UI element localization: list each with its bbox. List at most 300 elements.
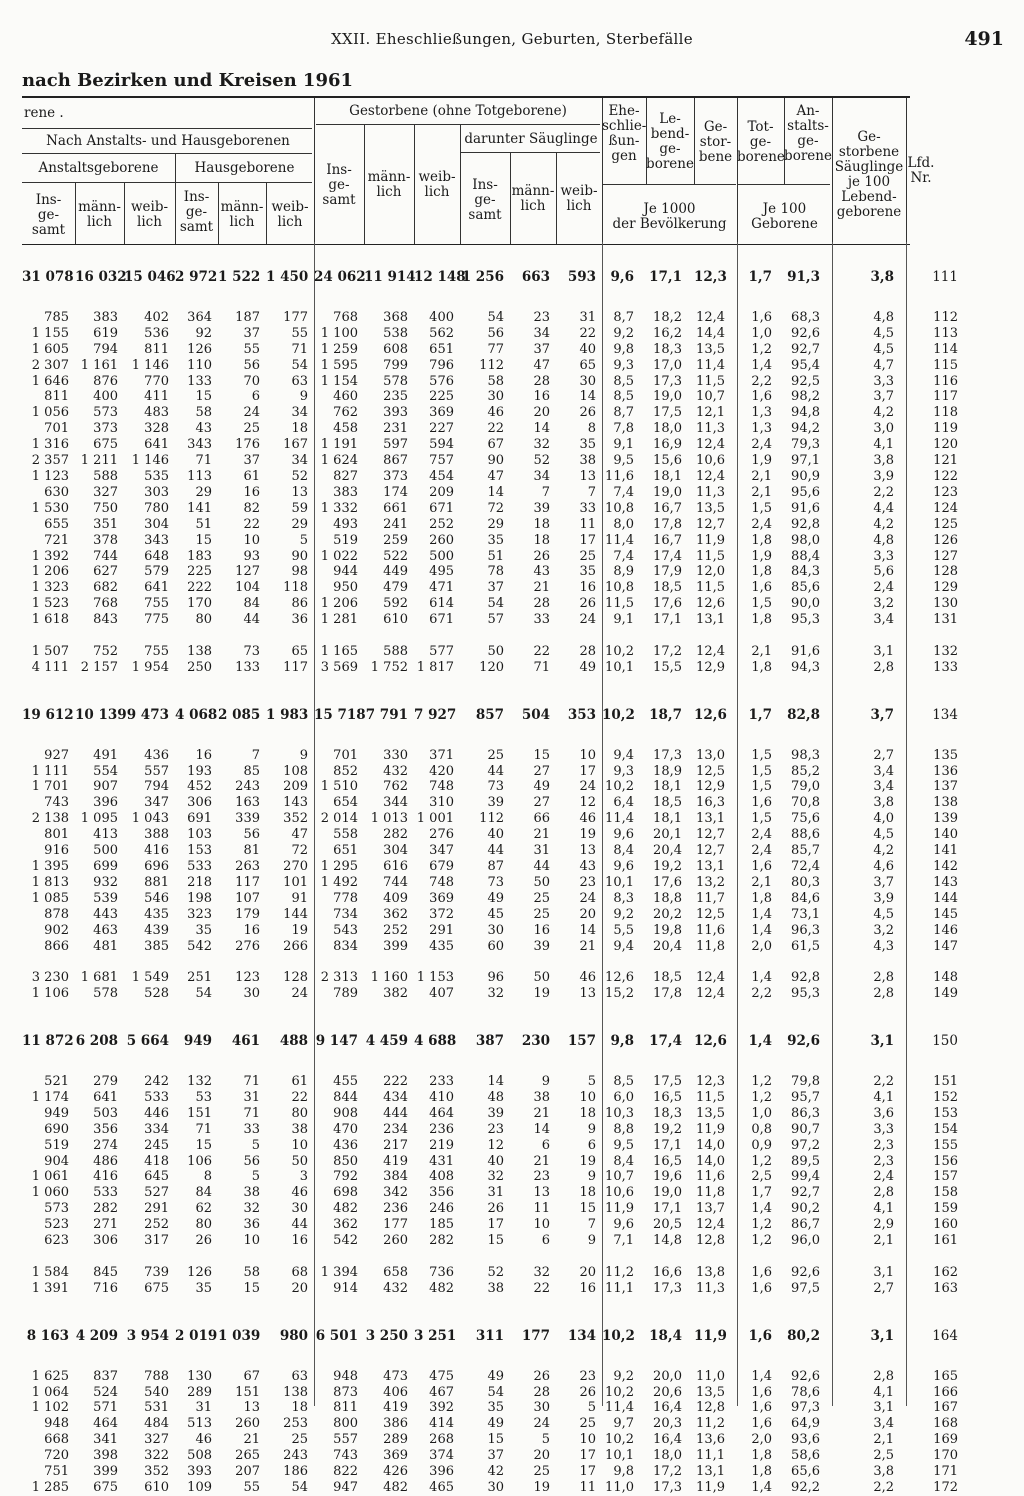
table-cell: 32 (533, 1264, 550, 1280)
table-cell: 14,8 (653, 1233, 682, 1249)
table-cell: 4,1 (873, 1089, 894, 1105)
table-cell: 13,2 (696, 874, 725, 890)
table-cell: 558 (333, 827, 358, 843)
table-cell: 482 (429, 1280, 454, 1296)
table-cell: 86,7 (791, 1217, 820, 1233)
table-cell: 17,2 (653, 1464, 682, 1480)
table-cell: 11 (579, 516, 596, 532)
table-cell: 914 (333, 1280, 358, 1296)
table-cell: 49 (487, 1416, 504, 1432)
table-cell: 1 102 (31, 1400, 69, 1416)
table-cell: 341 (93, 1432, 118, 1448)
table-cell: 52 (291, 468, 308, 484)
table-cell: 4 209 (75, 1327, 118, 1344)
table-cell: 17,8 (653, 986, 682, 1002)
table-cell: 282 (429, 1233, 454, 1249)
spacer-row (22, 1249, 960, 1265)
table-cell: 251 (187, 970, 212, 986)
table-cell: 11 (579, 1479, 596, 1495)
table-cell: 9,1 (613, 612, 634, 628)
table-cell: 32 (243, 1201, 260, 1217)
table-cell: 9 147 (315, 1033, 358, 1050)
table-cell: 10,2 (605, 643, 634, 659)
row-number: 135 (933, 747, 958, 763)
table-cell: 8 163 (26, 1327, 69, 1344)
table-cell: 467 (429, 1384, 454, 1400)
spacer-cell (22, 1297, 960, 1329)
table-cell: 557 (333, 1432, 358, 1448)
table-cell: 17,0 (653, 357, 682, 373)
table-cell: 10,8 (605, 580, 634, 596)
table-cell: 588 (93, 468, 118, 484)
table-cell: 291 (144, 1201, 169, 1217)
table-cell: 176 (235, 437, 260, 453)
table-cell: 22 (243, 516, 260, 532)
table-cell: 19 (291, 922, 308, 938)
table-cell: 1 095 (80, 811, 118, 827)
table-cell: 80 (195, 612, 212, 628)
table-cell: 2,4 (873, 1169, 894, 1185)
table-cell: 2,0 (751, 938, 772, 954)
table-cell: 495 (429, 564, 454, 580)
table-cell: 406 (383, 1384, 408, 1400)
table-cell: 1,5 (751, 596, 772, 612)
table-cell: 542 (187, 938, 212, 954)
table-cell: 9,6 (613, 1217, 634, 1233)
table-cell: 1 022 (320, 548, 358, 564)
table-row (22, 827, 960, 843)
table-cell: 108 (283, 763, 308, 779)
table-cell: 18,1 (653, 468, 682, 484)
table-cell: 11 914 (364, 269, 416, 285)
table-cell: 528 (144, 986, 169, 1002)
row-number: 118 (933, 405, 958, 421)
table-cell: 16,9 (653, 437, 682, 453)
table-cell: 1 061 (31, 1169, 69, 1185)
table-cell: 9,2 (613, 1368, 634, 1384)
table-cell: 47 (533, 357, 550, 373)
table-cell: 70,8 (791, 795, 820, 811)
table-cell: 12,7 (696, 843, 725, 859)
table-cell: 594 (429, 437, 454, 453)
table-cell: 15,5 (653, 659, 682, 675)
table-cell: 235 (383, 389, 408, 405)
table-cell: 344 (383, 795, 408, 811)
table-cell: 78 (487, 564, 504, 580)
row-number: 166 (933, 1384, 958, 1400)
spacer-cell (22, 1249, 960, 1265)
table-cell: 217 (383, 1137, 408, 1153)
table-cell: 306 (187, 795, 212, 811)
table-cell: 89,5 (791, 1153, 820, 1169)
table-cell: 385 (144, 938, 169, 954)
table-row (22, 1106, 960, 1122)
table-cell: 1,6 (751, 795, 772, 811)
table-row (22, 1169, 960, 1185)
table-cell: 46 (195, 1432, 212, 1448)
table-cell: 352 (144, 1464, 169, 1480)
table-cell: 562 (429, 325, 454, 341)
table-cell: 38 (533, 1089, 550, 1105)
table-cell: 44 (243, 612, 260, 628)
table-row (22, 1074, 960, 1090)
table-cell: 252 (383, 922, 408, 938)
table-cell: 916 (44, 843, 69, 859)
table-row (22, 907, 960, 923)
table-cell: 71 (195, 1121, 212, 1137)
table-cell: 97,5 (791, 1280, 820, 1296)
table-cell: 12,5 (696, 763, 725, 779)
table-cell: 11,3 (696, 1280, 725, 1296)
table-cell: 393 (383, 405, 408, 421)
table-cell: 768 (93, 596, 118, 612)
table-cell: 479 (383, 580, 408, 596)
table-cell: 1,8 (751, 564, 772, 580)
table-cell: 533 (93, 1185, 118, 1201)
table-cell: 362 (333, 1217, 358, 1233)
row-number: 162 (933, 1264, 958, 1280)
table-cell: 16,4 (653, 1432, 682, 1448)
table-cell: 120 (479, 659, 504, 675)
table-cell: 107 (235, 890, 260, 906)
table-cell: 72 (291, 843, 308, 859)
table-cell: 2 019 (175, 1327, 218, 1344)
table-cell: 38 (487, 1280, 504, 1296)
table-cell: 11,4 (605, 1400, 634, 1416)
table-cell: 2 357 (31, 453, 69, 469)
table-cell: 627 (93, 564, 118, 580)
table-cell: 23 (579, 874, 596, 890)
table-cell: 10,2 (602, 706, 635, 723)
table-cell: 11,9 (694, 1327, 727, 1344)
table-cell: 117 (283, 659, 308, 675)
table-cell: 3,7 (870, 706, 894, 723)
table-cell: 92,5 (791, 373, 820, 389)
table-cell: 2,4 (751, 516, 772, 532)
table-cell: 46 (291, 1185, 308, 1201)
row-number: 172 (933, 1479, 958, 1495)
table-cell: 17,8 (653, 516, 682, 532)
table-cell: 50 (533, 874, 550, 890)
table-cell: 10 139 (75, 706, 127, 723)
table-cell: 491 (93, 747, 118, 763)
table-cell: 9 (587, 1233, 596, 1249)
table-cell: 3,4 (873, 779, 894, 795)
table-cell: 2,4 (751, 827, 772, 843)
table-cell: 126 (187, 341, 212, 357)
table-cell: 4,8 (873, 532, 894, 548)
table-row (22, 517, 960, 533)
table-cell: 30 (533, 1400, 550, 1416)
table-cell: 29 (487, 516, 504, 532)
table-cell: 1,0 (751, 325, 772, 341)
table-cell: 752 (93, 643, 118, 659)
table-cell: 436 (144, 747, 169, 763)
table-cell: 436 (333, 1137, 358, 1153)
table-cell: 11,5 (696, 548, 725, 564)
table-row (22, 310, 960, 326)
table-cell: 592 (383, 596, 408, 612)
table-cell: 513 (187, 1416, 212, 1432)
table-cell: 522 (383, 548, 408, 564)
table-cell: 20,1 (653, 827, 682, 843)
table-cell: 845 (93, 1264, 118, 1280)
table-cell: 493 (333, 516, 358, 532)
table-cell: 91,3 (787, 269, 820, 285)
table-cell: 56 (243, 1153, 260, 1169)
table-cell: 11,8 (696, 1185, 725, 1201)
table-cell: 3,8 (873, 795, 894, 811)
table-row (22, 580, 960, 596)
table-cell: 8 (587, 421, 596, 437)
table-cell: 9,4 (613, 938, 634, 954)
table-cell: 1,6 (751, 1400, 772, 1416)
header-rule (460, 152, 600, 153)
header-maennlich: männ- lich (367, 169, 411, 200)
table-cell: 2 138 (31, 811, 69, 827)
table-cell: 11,9 (696, 1479, 725, 1495)
table-cell: 867 (383, 453, 408, 469)
table-cell: 92,6 (791, 1368, 820, 1384)
table-cell: 15 (487, 1432, 504, 1448)
table-cell: 1 064 (31, 1384, 69, 1400)
table-cell: 794 (93, 341, 118, 357)
district-total-row (22, 1034, 960, 1050)
table-cell: 84 (243, 596, 260, 612)
table-cell: 8,5 (613, 1074, 634, 1090)
table-cell: 26 (579, 1384, 596, 1400)
row-number: 168 (933, 1416, 958, 1432)
table-cell: 744 (383, 874, 408, 890)
table-cell: 446 (144, 1105, 169, 1121)
table-cell: 775 (144, 612, 169, 628)
table-cell: 323 (187, 906, 212, 922)
table-cell: 1 039 (218, 1327, 261, 1344)
table-cell: 236 (383, 1201, 408, 1217)
table-cell: 1 281 (320, 612, 358, 628)
table-cell: 106 (187, 1153, 212, 1169)
table-cell: 35 (195, 922, 212, 938)
table-cell: 6 501 (315, 1327, 358, 1344)
table-cell: 51 (487, 548, 504, 564)
table-cell: 11,1 (605, 1280, 634, 1296)
table-cell: 470 (333, 1121, 358, 1137)
table-cell: 260 (429, 532, 454, 548)
table-cell: 13 (291, 484, 308, 500)
table-cell: 14,0 (696, 1137, 725, 1153)
table-cell: 1,4 (751, 970, 772, 986)
table-cell: 13 (533, 1185, 550, 1201)
table-cell: 13 (579, 986, 596, 1002)
table-cell: 1 817 (416, 659, 454, 675)
table-cell: 11 (533, 1201, 550, 1217)
table-cell: 630 (44, 484, 69, 500)
table-cell: 1,6 (751, 1384, 772, 1400)
table-cell: 578 (383, 373, 408, 389)
table-cell: 10 (533, 1217, 550, 1233)
table-cell: 183 (187, 548, 212, 564)
table-cell: 25 (243, 421, 260, 437)
table-row (22, 437, 960, 453)
row-number: 150 (932, 1033, 958, 1050)
spacer-row (22, 676, 960, 708)
table-cell: 13,1 (696, 858, 725, 874)
table-cell: 57 (487, 612, 504, 628)
table-cell: 1 681 (80, 970, 118, 986)
table-cell: 789 (333, 986, 358, 1002)
table-cell: 17,1 (649, 269, 682, 285)
table-cell: 794 (144, 779, 169, 795)
table-cell: 12,9 (696, 779, 725, 795)
table-cell: 12,7 (696, 827, 725, 843)
table-cell: 12,6 (696, 596, 725, 612)
table-cell: 17,2 (653, 643, 682, 659)
table-cell: 30 (243, 986, 260, 1002)
table-cell: 26 (533, 1368, 550, 1384)
row-number: 128 (933, 564, 958, 580)
table-cell: 22 (487, 421, 504, 437)
table-row (22, 1138, 960, 1154)
row-number: 130 (933, 596, 958, 612)
table-cell: 26 (579, 596, 596, 612)
table-cell: 8,5 (613, 373, 634, 389)
table-cell: 369 (383, 1448, 408, 1464)
table-cell: 7 (587, 1217, 596, 1233)
row-number: 111 (932, 269, 958, 285)
table-row (22, 549, 960, 565)
table-cell: 12,4 (696, 309, 725, 325)
row-number: 122 (933, 468, 958, 484)
table-cell: 1 323 (31, 580, 69, 596)
table-cell: 16 (579, 1280, 596, 1296)
row-number: 151 (933, 1074, 958, 1090)
table-row (22, 596, 960, 612)
table-cell: 1 123 (31, 468, 69, 484)
table-cell: 11,9 (605, 1201, 634, 1217)
table-cell: 539 (93, 890, 118, 906)
table-cell: 1 701 (31, 779, 69, 795)
table-row (22, 843, 960, 859)
table-row (22, 1400, 960, 1416)
table-cell: 641 (144, 580, 169, 596)
spacer-row (22, 1050, 960, 1074)
table-cell: 7,4 (613, 484, 634, 500)
table-cell: 1 450 (266, 269, 309, 285)
table-cell: 95,7 (791, 1089, 820, 1105)
table-cell: 11,8 (696, 938, 725, 954)
table-cell: 20,4 (653, 843, 682, 859)
table-cell: 71 (533, 659, 550, 675)
table-cell: 734 (333, 906, 358, 922)
table-cell: 460 (333, 389, 358, 405)
table-cell: 72 (487, 500, 504, 516)
table-cell: 58 (487, 373, 504, 389)
table-cell: 17,5 (653, 405, 682, 421)
table-cell: 519 (333, 532, 358, 548)
table-cell: 28 (533, 373, 550, 389)
table-cell: 371 (429, 747, 454, 763)
table-row (22, 469, 960, 485)
table-cell: 2,5 (751, 1169, 772, 1185)
table-cell: 24 (579, 779, 596, 795)
table-cell: 134 (567, 1327, 596, 1344)
table-cell: 8,8 (613, 1121, 634, 1137)
table-cell: 219 (429, 1137, 454, 1153)
table-cell: 80,2 (787, 1327, 820, 1344)
table-cell: 1,6 (751, 1280, 772, 1296)
table-cell: 11,3 (696, 484, 725, 500)
table-cell: 1 153 (416, 970, 454, 986)
row-number: 126 (933, 532, 958, 548)
table-cell: 31 078 (22, 269, 74, 285)
table-cell: 10,7 (696, 389, 725, 405)
table-cell: 949 (183, 1033, 212, 1050)
table-cell: 96,0 (791, 1233, 820, 1249)
table-cell: 84,3 (791, 564, 820, 580)
table-cell: 10,2 (605, 779, 634, 795)
table-cell: 9 (541, 1074, 550, 1090)
table-cell: 651 (333, 843, 358, 859)
table-cell: 4,5 (873, 827, 894, 843)
table-cell: 1 624 (320, 453, 358, 469)
table-cell: 17,3 (653, 373, 682, 389)
table-cell: 398 (93, 1448, 118, 1464)
table-cell: 265 (235, 1448, 260, 1464)
table-cell: 61 (243, 468, 260, 484)
table-cell: 1,8 (751, 659, 772, 675)
table-cell: 654 (333, 795, 358, 811)
table-cell: 174 (383, 484, 408, 500)
table-cell: 19,2 (653, 1121, 682, 1137)
spacer-row (22, 1297, 960, 1329)
table-cell: 84 (195, 1185, 212, 1201)
row-number: 113 (933, 325, 958, 341)
table-cell: 245 (144, 1137, 169, 1153)
table-cell: 58,6 (791, 1448, 820, 1464)
row-number: 123 (933, 484, 958, 500)
table-cell: 444 (383, 1105, 408, 1121)
table-cell: 1,2 (751, 1233, 772, 1249)
table-cell: 5 (251, 1137, 260, 1153)
table-cell: 13,5 (696, 500, 725, 516)
table-cell: 0,8 (751, 1121, 772, 1137)
header-eheschliessungen: Ehe- schlie- ßun- gen (602, 103, 647, 164)
table-cell: 49 (579, 659, 596, 675)
table-cell: 28 (579, 643, 596, 659)
table-cell: 770 (144, 373, 169, 389)
table-cell: 71 (243, 1105, 260, 1121)
table-cell: 3 (299, 1169, 308, 1185)
table-cell: 1 013 (370, 811, 408, 827)
table-cell: 49 (487, 890, 504, 906)
table-cell: 6 (541, 1233, 550, 1249)
table-cell: 38 (243, 1185, 260, 1201)
table-cell: 2,4 (751, 437, 772, 453)
table-cell: 878 (44, 906, 69, 922)
table-row (22, 485, 960, 501)
table-cell: 18,5 (653, 795, 682, 811)
table-cell: 17 (487, 1217, 504, 1233)
table-cell: 9,6 (610, 269, 634, 285)
table-cell: 32 (487, 986, 504, 1002)
table-row (22, 779, 960, 795)
table-cell: 85,2 (791, 763, 820, 779)
table-cell: 233 (429, 1074, 454, 1090)
table-cell: 93 (243, 548, 260, 564)
table-cell: 18,8 (653, 890, 682, 906)
table-cell: 31 (533, 843, 550, 859)
table-cell: 857 (475, 706, 504, 723)
